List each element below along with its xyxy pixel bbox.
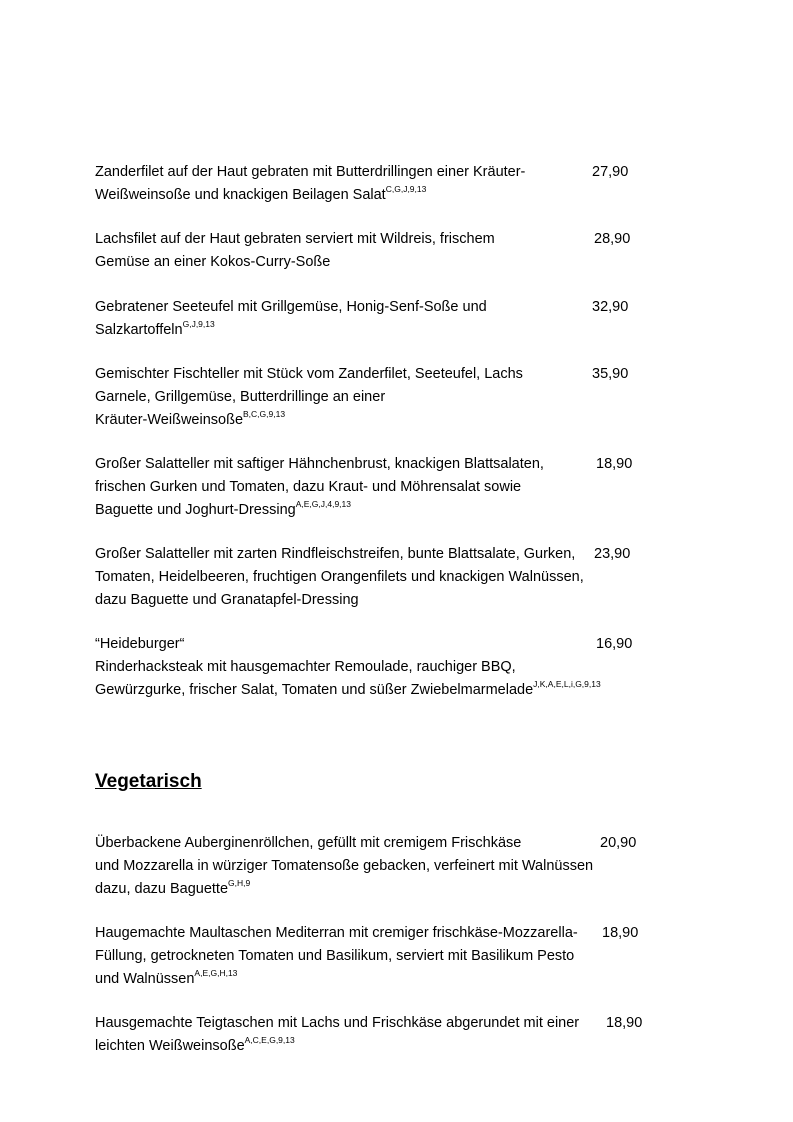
- item-price: 18,90: [602, 925, 639, 941]
- menu-item: [95, 832, 655, 901]
- menu-item: [95, 633, 655, 702]
- menu-item: [95, 543, 655, 612]
- allergen-codes: J,K,A,E,L,i,G,9,13: [533, 679, 601, 690]
- item-line: Rinderhacksteak mit hausgemachter Remoulade, rauchiger BBQ,: [95, 659, 516, 675]
- item-line: und Mozzarella in würziger Tomatensoße gebacken, verfeinert mit Walnüssen: [95, 858, 594, 874]
- item-line: Hausgemachte Teigtaschen mit Lachs und Frischkäse abgerundet mit einer 18,90: [95, 1012, 655, 1035]
- item-line: Überbackene Auberginenröllchen, gefüllt mit cremigem Frischkäse 20,90: [95, 832, 655, 855]
- item-line: Großer Salatteller mit zarten Rindfleischstreifen, bunte Blattsalate, Gurken, 23,90: [95, 543, 655, 566]
- item-line: Gemischter Fischteller mit Stück vom Zanderfilet, Seeteufel, Lachs 35,90: [95, 363, 655, 386]
- item-line: Gemüse an einer Kokos-Curry-Soße: [95, 254, 331, 270]
- menu-item: [95, 922, 655, 991]
- menu-item: [95, 161, 655, 207]
- item-price: 23,90: [594, 546, 631, 562]
- item-price: 32,90: [592, 299, 629, 315]
- allergen-codes: A,E,G,H,13: [194, 968, 238, 979]
- item-price: 35,90: [592, 366, 629, 382]
- item-line: Lachsfilet auf der Haut gebraten serviert mit Wildreis, frischem 28,90: [95, 228, 655, 251]
- item-line: Tomaten, Heidelbeeren, fruchtigen Orangenfilets und knackigen Walnüssen,: [95, 569, 584, 585]
- menu-item: [95, 296, 655, 342]
- item-line: Kräuter-Weißweinsoße$^{B,C,G,9,13}$: [95, 409, 286, 428]
- item-line: Gewürzgurke, frischer Salat, Tomaten und süßer Zwiebelmarmelade$^{J,K,A,E,L,i,G,9,13}$: [95, 679, 601, 698]
- item-line: dazu Baguette und Granatapfel-Dressing: [95, 592, 359, 608]
- allergen-codes: B,C,G,9,13: [243, 409, 286, 420]
- item-line: dazu, dazu Baguette$^{G,H,9}$: [95, 878, 251, 897]
- item-price: 18,90: [596, 456, 633, 472]
- item-price: 20,90: [600, 835, 637, 851]
- item-price: 28,90: [594, 231, 631, 247]
- allergen-codes: G,H,9: [228, 878, 251, 889]
- item-line: Baguette und Joghurt-Dressing$^{A,E,G,J,4,9,13}$: [95, 499, 351, 518]
- menu-item: [95, 453, 655, 522]
- allergen-codes: A,C,E,G,9,13: [244, 1035, 295, 1046]
- section-title-vegetarian: Vegetarisch: [95, 771, 202, 792]
- item-line: “Heideburger“ 16,90: [95, 633, 655, 656]
- allergen-codes: G,J,9,13: [182, 319, 215, 330]
- allergen-codes: A,E,G,J,4,9,13: [295, 499, 351, 510]
- item-line: frischen Gurken und Tomaten, dazu Kraut- und Möhrensalat sowie: [95, 479, 522, 495]
- item-line: Salzkartoffeln$^{G,J,9,13}$: [95, 319, 215, 338]
- item-line: leichten Weißweinsoße$^{A,C,E,G,9,13}$: [95, 1035, 295, 1054]
- item-line: Großer Salatteller mit saftiger Hähnchenbrust, knackigen Blattsalaten, 18,90: [95, 453, 655, 476]
- item-line: und Walnüssen$^{A,E,G,H,13}$: [95, 968, 238, 987]
- menu-item: [95, 1012, 655, 1058]
- item-line: Weißweinsoße und knackigen Beilagen Salat$^{C,G,J,9,13}$: [95, 184, 427, 203]
- menu-item: [95, 228, 655, 274]
- item-price: 18,90: [606, 1015, 643, 1031]
- item-line: Gebratener Seeteufel mit Grillgemüse, Honig-Senf-Soße und 32,90: [95, 296, 655, 319]
- allergen-codes: C,G,J,9,13: [385, 184, 427, 195]
- item-line: Füllung, getrockneten Tomaten und Basilikum, serviert mit Basilikum Pesto: [95, 948, 575, 964]
- item-line: Garnele, Grillgemüse, Butterdrillinge an einer: [95, 389, 386, 405]
- item-line: Zanderfilet auf der Haut gebraten mit Butterdrillingen einer Kräuter- 27,90: [95, 161, 655, 184]
- item-price: 16,90: [596, 636, 633, 652]
- menu-item: [95, 363, 655, 432]
- item-line: Haugemachte Maultaschen Mediterran mit cremiger frischkäse-Mozzarella- 18,90: [95, 922, 655, 945]
- item-price: 27,90: [592, 164, 629, 180]
